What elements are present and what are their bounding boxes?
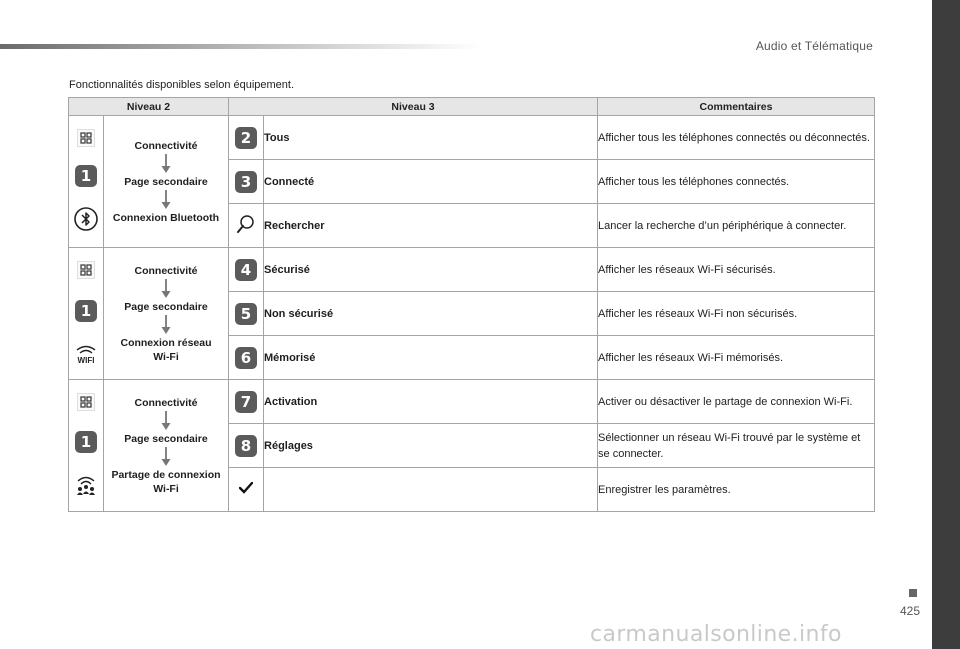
comment-text: Afficher tous les téléphones connectés. xyxy=(598,160,875,204)
level3-marker-cell xyxy=(229,468,264,512)
flow-step: Connexion Bluetooth xyxy=(112,211,220,224)
comment-text: Enregistrer les paramètres. xyxy=(598,468,875,512)
intro-text: Fonctionnalités disponibles selon équipement. xyxy=(69,79,295,91)
search-icon xyxy=(236,225,256,237)
comment-text: Afficher les réseaux Wi-Fi sécurisés. xyxy=(598,248,875,292)
arrow-down-icon xyxy=(161,315,171,335)
step-badge-1: 1 xyxy=(75,431,97,453)
watermark: carmanualsonline.info xyxy=(590,622,842,647)
column-header-level3: Niveau 3 xyxy=(229,98,598,116)
column-header-comments: Commentaires xyxy=(598,98,875,116)
chapter-side-bar xyxy=(932,0,960,649)
level3-label: Non sécurisé xyxy=(264,292,598,336)
header-decoration-line xyxy=(0,44,480,49)
step-badge-7: 7 xyxy=(235,391,257,413)
column-header-level2: Niveau 2 xyxy=(69,98,229,116)
flow-step: Partage de connexion Wi-Fi xyxy=(111,468,221,495)
flow-step: Connectivité xyxy=(134,396,198,409)
level3-marker-cell xyxy=(229,204,264,248)
arrow-down-icon xyxy=(161,447,171,467)
level3-label: Réglages xyxy=(264,424,598,468)
step-badge-4: 4 xyxy=(235,259,257,281)
arrow-down-icon xyxy=(161,411,171,431)
level2-flow-cell xyxy=(104,248,229,380)
step-badge-1: 1 xyxy=(75,300,97,322)
level3-marker-cell xyxy=(229,116,264,160)
level3-marker-cell xyxy=(229,380,264,424)
page-marker xyxy=(909,589,917,597)
wifi-icon xyxy=(74,344,98,367)
comment-text: Activer ou désactiver le partage de connexion Wi-Fi. xyxy=(598,380,875,424)
step-badge-1: 1 xyxy=(75,165,97,187)
level3-label: Mémorisé xyxy=(264,336,598,380)
flow-step: Connexion réseau Wi-Fi xyxy=(120,336,212,363)
level3-marker-cell xyxy=(229,160,264,204)
comment-text: Sélectionner un réseau Wi-Fi trouvé par le système et se connecter. xyxy=(598,424,875,468)
checkmark-icon xyxy=(239,485,253,497)
apps-grid-icon xyxy=(77,129,95,147)
apps-grid-icon xyxy=(77,261,95,279)
level2-icons-cell xyxy=(69,116,104,248)
level3-label xyxy=(264,468,598,512)
level3-marker-cell xyxy=(229,424,264,468)
wifi-sharing-icon xyxy=(74,474,98,499)
arrow-down-icon xyxy=(161,154,171,174)
level2-icons-cell xyxy=(69,248,104,380)
comment-text: Lancer la recherche d’un périphérique à connecter. xyxy=(598,204,875,248)
flow-step: Page secondaire xyxy=(124,432,208,445)
level2-flow-cell xyxy=(104,116,229,248)
svg-text:WIFI: WIFI xyxy=(77,355,95,364)
level3-label: Activation xyxy=(264,380,598,424)
level3-marker-cell xyxy=(229,336,264,380)
level3-label: Sécurisé xyxy=(264,248,598,292)
flow-step: Page secondaire xyxy=(124,175,208,188)
step-badge-8: 8 xyxy=(235,435,257,457)
step-badge-3: 3 xyxy=(235,171,257,193)
arrow-down-icon xyxy=(161,190,171,210)
table-header-row xyxy=(69,98,875,116)
level3-label: Rechercher xyxy=(264,204,598,248)
comment-text: Afficher les réseaux Wi-Fi non sécurisés. xyxy=(598,292,875,336)
level3-label: Connecté xyxy=(264,160,598,204)
flow-step: Connectivité xyxy=(134,264,198,277)
level3-marker-cell xyxy=(229,292,264,336)
apps-grid-icon xyxy=(77,393,95,411)
comment-text: Afficher tous les téléphones connectés ou déconnectés. xyxy=(598,116,875,160)
page-number: 425 xyxy=(900,604,921,618)
flow-step: Page secondaire xyxy=(124,300,208,313)
level3-label: Tous xyxy=(264,116,598,160)
level2-icons-cell xyxy=(69,380,104,512)
table-row xyxy=(69,380,875,424)
step-badge-6: 6 xyxy=(235,347,257,369)
step-badge-5: 5 xyxy=(235,303,257,325)
table-row xyxy=(69,248,875,292)
comment-text: Afficher les réseaux Wi-Fi mémorisés. xyxy=(598,336,875,380)
step-badge-2: 2 xyxy=(235,127,257,149)
level3-marker-cell xyxy=(229,248,264,292)
level2-flow-cell xyxy=(104,380,229,512)
bluetooth-icon xyxy=(73,206,99,235)
menu-table xyxy=(68,97,875,512)
section-title: Audio et Télématique xyxy=(755,39,873,53)
flow-step: Connectivité xyxy=(134,139,198,152)
arrow-down-icon xyxy=(161,279,171,299)
table-row xyxy=(69,116,875,160)
